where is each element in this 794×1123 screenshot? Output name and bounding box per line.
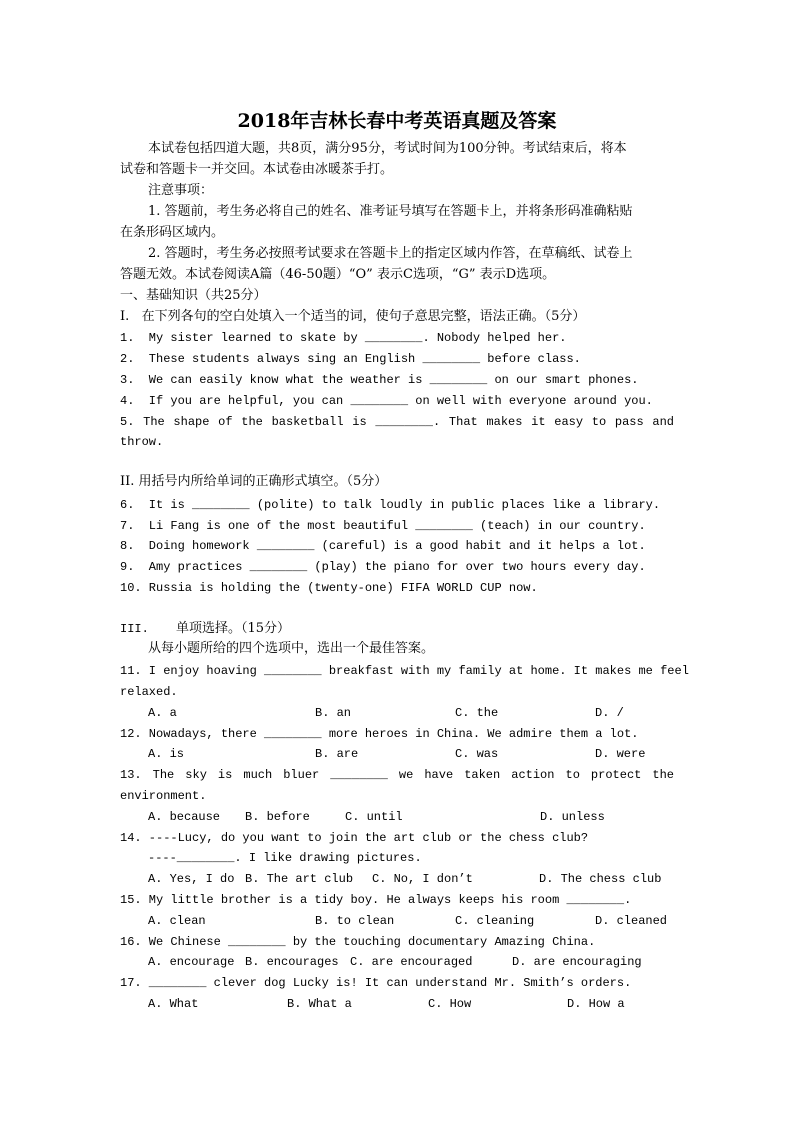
question: 6. It is ________ (polite) to talk loudly in public places like a library. [120, 498, 661, 512]
option-d: D. / [595, 706, 624, 720]
question: 17. ________ clever dog Lucky is! It can understand Mr. Smith’s orders. [120, 976, 632, 990]
question: 10. Russia is holding the (twenty-one) FIFA WORLD CUP now. [120, 581, 538, 595]
option-c: C. cleaning [455, 914, 535, 928]
option-b: B. encourages [245, 955, 339, 969]
option-a: A. is [148, 747, 185, 761]
question: 4. If you are helpful, you can ________ on well with everyone around you. [120, 394, 653, 408]
option-c: C. the [455, 706, 499, 720]
option-d: D. How a [567, 997, 625, 1011]
option-a: A. clean [148, 914, 206, 928]
option-a: A. What [148, 997, 199, 1011]
note-2-cont: 答题无效。本试卷阅读A篇（46-50题）“O” 表示C选项，“G” 表示D选项。 [120, 267, 556, 282]
question: 16. We Chinese ________ by the touching documentary Amazing China. [120, 935, 596, 949]
option-d: D. cleaned [595, 914, 668, 928]
question-cont: ----________. I like drawing pictures. [148, 851, 422, 865]
option-b: B. are [315, 747, 359, 761]
question-cont: relaxed. [120, 685, 178, 699]
option-d: D. are encouraging [512, 955, 642, 969]
question: 3. We can easily know what the weather is ________ on our smart phones. [120, 373, 639, 387]
question: 12. Nowadays, there ________ more heroes in China. We admire them a lot. [120, 727, 639, 741]
question: 2. These students always sing an English ________ before class. [120, 352, 581, 366]
question: 15. My little brother is a tidy boy. He always keeps his room ________. [120, 893, 632, 907]
option-a: A. a [148, 706, 177, 720]
note-2: 2. 答题时，考生务必按照考试要求在答题卡上的指定区域内作答，在草稿纸、试卷上 [148, 246, 633, 261]
option-a: A. encourage [148, 955, 235, 969]
section-number: III. [120, 622, 149, 636]
intro-text: 本试卷包括四道大题，共8页，满分95分，考试时间为100分钟。考试结束后，将本 [148, 141, 627, 156]
option-c: C. are encouraged [350, 955, 473, 969]
option-b: B. What a [287, 997, 352, 1011]
option-c: C. was [455, 747, 499, 761]
section-heading: I. 在下列各句的空白处填入一个适当的词，使句子意思完整，语法正确。（5分） [120, 309, 586, 324]
question: 7. Li Fang is one of the most beautiful ________ (teach) in our country. [120, 519, 646, 533]
option-d: D. The chess club [539, 872, 662, 886]
note-1: 1. 答题前，考生务必将自己的姓名、准考证号填写在答题卡上，并将条形码准确粘贴 [148, 204, 633, 219]
option-c: C. until [345, 810, 403, 824]
option-b: B. an [315, 706, 352, 720]
question: 14. ----Lucy, do you want to join the art club or the chess club? [120, 831, 589, 845]
option-d: D. were [595, 747, 646, 761]
question: 8. Doing homework ________ (careful) is a good habit and it helps a lot. [120, 539, 646, 553]
question: 9. Amy practices ________ (play) the piano for over two hours every day. [120, 560, 646, 574]
option-b: B. before [245, 810, 310, 824]
option-b: B. to clean [315, 914, 395, 928]
question: 5. The shape of the basketball is ________. That makes it easy to pass and [120, 415, 674, 429]
section-heading: 单项选择。（15分） [176, 621, 291, 636]
option-c: C. How [428, 997, 472, 1011]
question-cont: throw. [120, 435, 164, 449]
section-instructions: 从每小题所给的四个选项中，选出一个最佳答案。 [148, 641, 435, 656]
note-1-cont: 在条形码区域内。 [120, 225, 225, 240]
option-a: A. Yes, I do [148, 872, 235, 886]
question: 1. My sister learned to skate by ________. Nobody helped her. [120, 331, 567, 345]
part-heading: 一、基础知识（共25分） [120, 288, 267, 303]
section-heading: II. 用括号内所给单词的正确形式填空。（5分） [120, 474, 388, 489]
question: 13. The sky is much bluer ________ we have taken action to protect the [120, 768, 674, 782]
option-d: D. unless [540, 810, 605, 824]
notes-heading: 注意事项： [148, 183, 214, 198]
intro-text: 试卷和答题卡一并交回。本试卷由冰暖茶手打。 [120, 162, 394, 177]
option-c: C. No, I don’t [372, 872, 473, 886]
question-cont: environment. [120, 789, 207, 803]
question: 11. I enjoy hoaving ________ breakfast with my family at home. It makes me feel [120, 664, 689, 678]
option-b: B. The art club [245, 872, 354, 886]
page-title: 2018年吉林长春中考英语真题及答案 [237, 110, 557, 132]
option-a: A. because [148, 810, 221, 824]
